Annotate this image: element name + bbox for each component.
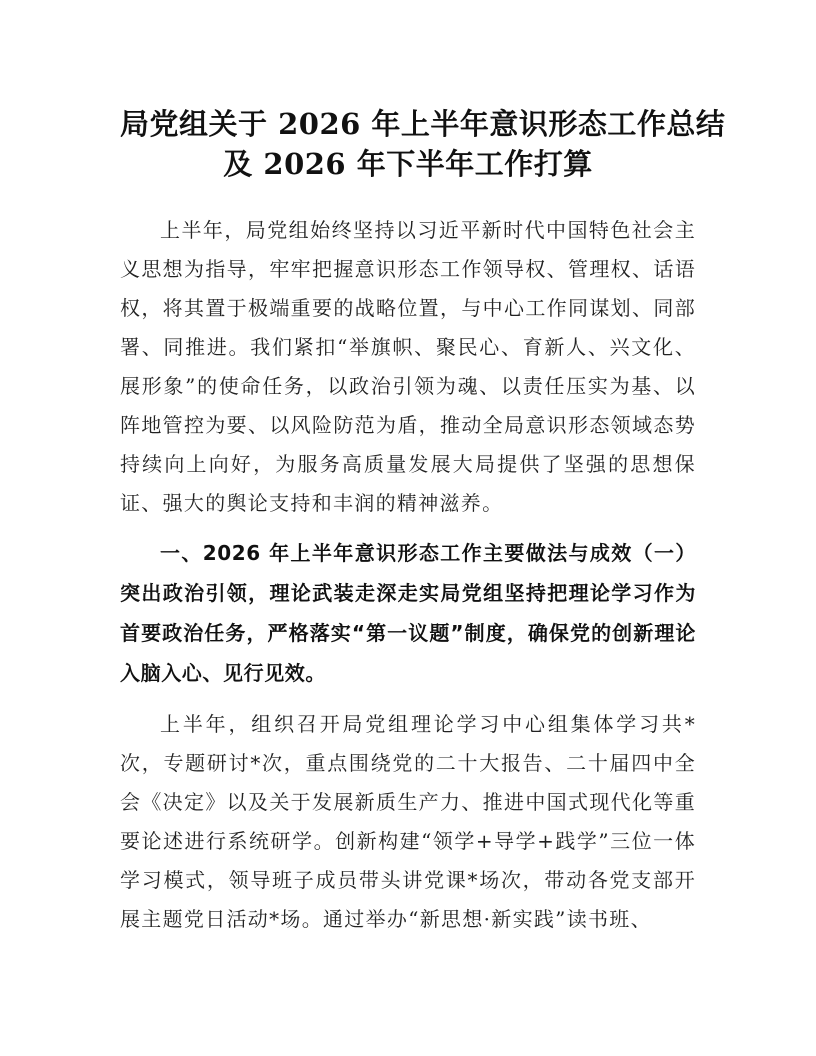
document-page xyxy=(120,104,726,939)
intro-paragraph: 上半年，局党组始终坚持以习近平新时代中国特色社会主义思想为指导，牢牢把握意识形态工作领导权、管理权、话语权，将其置于极端重要的战略位置，与中心工作同谋划、同部署、同推进。我们紧扣“举旗帜、聚民心、育新人、兴文化、展形象”的使命任务，以政治引领为魂、以责任压实为基、以阵地管控为要、以风险防范为盾，推动全局意识形态领域态势持续向上向好，为服务高质量发展大局提供了坚强的思想保证、强大的舆论支持和丰润的精神滋养。 xyxy=(120,218,696,515)
title-line-2: 及 2026 年下半年工作打算 xyxy=(223,147,593,181)
title-line-1: 局党组关于 2026 年上半年意识形态工作总结 xyxy=(120,107,726,141)
document-title xyxy=(120,104,726,184)
section-heading: 一、2026 年上半年意识形态工作主要做法与成效（一）突出政治引领，理论武装走深走实局党组坚持把理论学习作为首要政治任务，严格落实“第一议题”制度，确保党的创新理论入脑入心、见行见效。 xyxy=(120,541,696,685)
body-paragraph: 上半年，组织召开局党组理论学习中心组集体学习共*次，专题研讨*次，重点围绕党的二十大报告、二十届四中全会《决定》以及关于发展新质生产力、推进中国式现代化等重要论述进行系统研学。创新构建“领学+导学+践学”三位一体学习模式，领导班子成员带头讲党课*场次，带动各党支部开展主题党日活动*场。通过举办“新思想·新实践”读书班、 xyxy=(120,712,696,931)
